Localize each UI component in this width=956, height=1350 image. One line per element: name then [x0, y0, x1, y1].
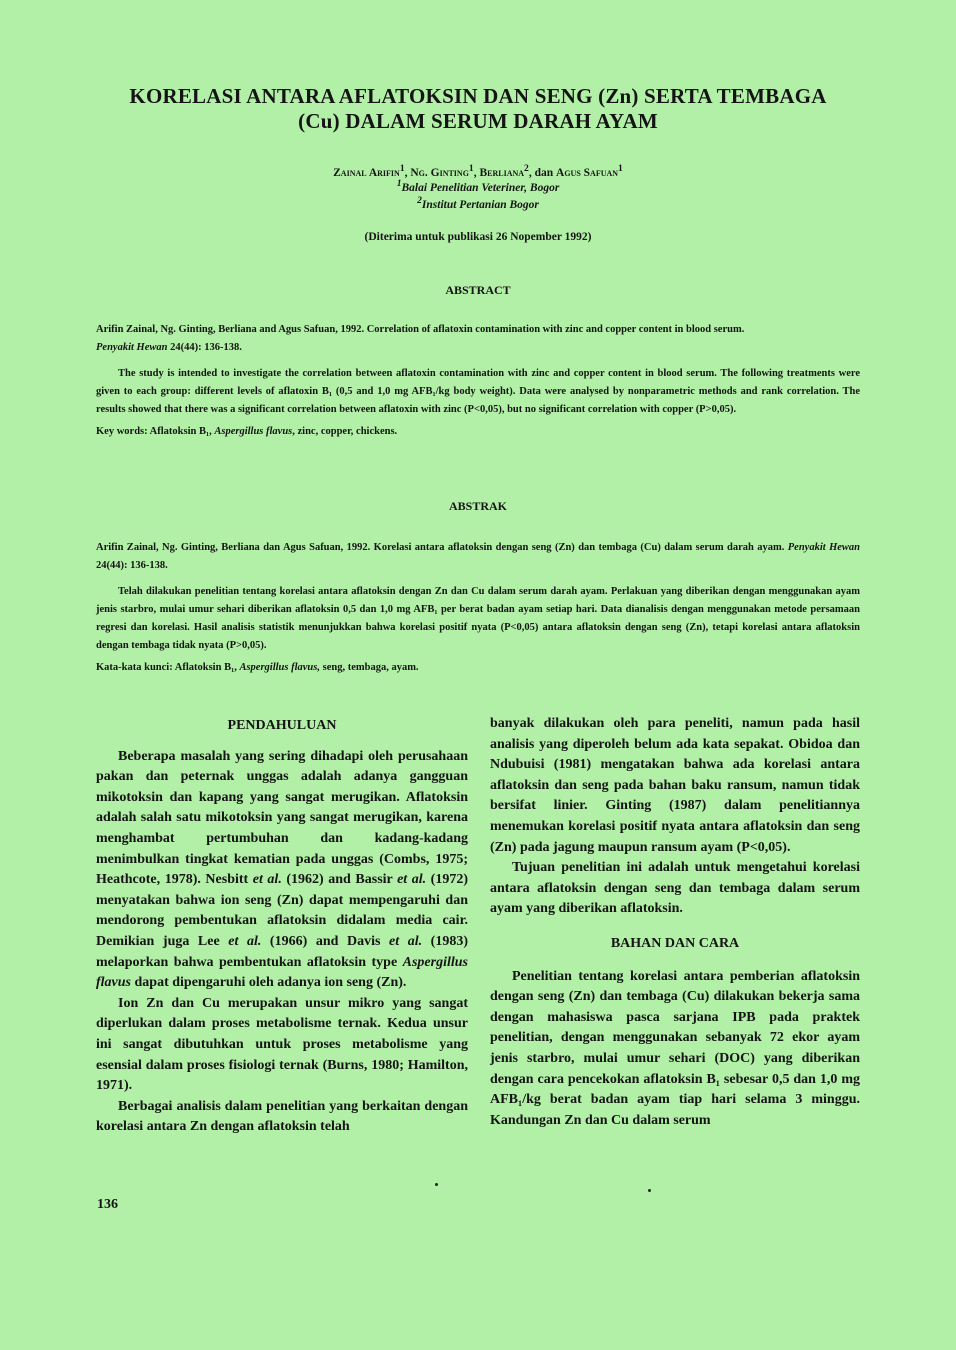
- paragraph: banyak dilakukan oleh para peneliti, namun pada hasil analisis yang diperoleh belum ada kata sepakat. Obidoa dan Ndubuisi (1981) mengatakan bahwa ada korelasi antara aflatoksin dan seng pada bahan baku ransum, namun tidak bersifat linier. Ginting (1987) dalam penelitiannya menemukan korelasi positif nyata antara aflatoksin dan seng (Zn) pada jagung maupun ransum ayam (P<0,05).: [490, 716, 860, 855]
- page-number: 136: [97, 1197, 118, 1212]
- author-sup: 2: [524, 163, 529, 174]
- text-run: (1983) melaporkan bahwa pembentukan aflatoksin type: [96, 933, 468, 970]
- paragraph: [96, 747, 468, 994]
- section-heading-bahan-dan-cara: BAHAN DAN CARA: [610, 935, 740, 951]
- paragraph: Penelitian tentang korelasi antara pemberian aflatoksin dengan seng (Zn) dan tembaga (Cu) dilakukan bekerja sama dengan mahasiswa pasca sarjana IPB pada praktek penelitian, dengan menggunakan sebanyak 72 ekor ayam jenis starbro, mulai umur sehari (DOC) yang diberikan dengan cara pencekokan aflatoksin B₁ sebesar 0,5 dan 1,0 mg AFB₁/kg berat badan ayam tiap hari selama 3 minggu. Kandungan Zn dan Cu dalam serum: [490, 968, 860, 1128]
- left-column: [96, 716, 468, 1138]
- abstract-keywords: [96, 423, 860, 441]
- title-line-2: (Cu) DALAM SERUM DARAH AYAM: [298, 109, 658, 133]
- author-name: Agus Safuan: [556, 166, 619, 179]
- keywords-text: Aflatoksin B₁,: [147, 426, 215, 437]
- abstract-block: [96, 321, 860, 441]
- speck: [648, 1189, 651, 1192]
- journal-name: Penyakit Hewan: [96, 342, 168, 353]
- journal-volume: 24(44): 136-138.: [96, 560, 168, 571]
- text-run: (1966) and Davis: [261, 933, 390, 949]
- abstrak-keywords: [96, 659, 860, 677]
- speck: [435, 1183, 438, 1186]
- paragraph: Ion Zn dan Cu merupakan unsur mikro yang sangat diperlukan dalam proses metabolisme ternak. Kedua unsur ini sangat dibutuhkan untuk proses metabolisme yang esensial dalam proses fisiologi ternak (Burns, 1980; Hamilton, 1971).: [96, 995, 468, 1094]
- abstract-heading: ABSTRACT: [445, 283, 511, 297]
- text-run: (1972) menyatakan bahwa ion seng (Zn) dapat mempengaruhi dan mendorong pembentukan aflatoksin didalam media cair. Demikian juga Lee: [96, 872, 469, 949]
- received-date: (Diterima untuk publikasi 26 Nopember 1992): [364, 231, 592, 243]
- author-list: Zainal Arifin$^1$, Ng. Ginting$^1$, Berliana$^2$, dan Agus Safuan$^1$: [333, 163, 623, 179]
- abstract-citation: [96, 321, 860, 357]
- abstrak-heading: ABSTRAK: [448, 499, 507, 513]
- citation-text: Arifin Zainal, Ng. Ginting, Berliana and Agus Safuan, 1992. Correlation of aflatoxin contamination with zinc and copper content in blood serum.: [96, 324, 745, 335]
- text-run: (1962) and Bassir: [281, 872, 398, 888]
- abstrak-body: Telah dilakukan penelitian tentang korelasi antara aflatoksin dengan Zn dan Cu dalam serum darah ayam. Perlakuan yang diberikan dengan menggunakan ayam jenis starbro, mulai umur sehari diberikan aflatoksin 0,5 dan 1,0 mg AFB₁ per berat badan ayam setiap hari. Data dianalisis dengan menggunakan metode persamaan regresi dan korelasi. Hasil analisis statistik menunjukkan bahwa korelasi positif nyata (P<0,05) antara aflatoksin dengan seng (Zn), tetapi korelasi antara aflatoksin dengan tembaga tidak nyata (P>0,05).: [96, 586, 860, 651]
- affiliation-sup: 1: [396, 178, 402, 189]
- et-al: et al.: [252, 872, 282, 888]
- affiliation-text: Institut Pertanian Bogor: [421, 198, 539, 211]
- author-sup: 1: [468, 163, 474, 174]
- et-al: et al.: [228, 933, 262, 949]
- author-name: Berliana: [479, 166, 525, 179]
- abstrak-citation: [96, 539, 860, 575]
- keywords-label: Key words:: [96, 426, 148, 437]
- species-name: Aspergillus flavus: [96, 954, 468, 991]
- keywords-rest: seng, tembaga, ayam.: [319, 662, 419, 673]
- keywords-italic: Aspergillus flavus: [214, 426, 293, 437]
- affiliation-text: Balai Penelitian Veteriner, Bogor: [401, 181, 560, 194]
- affiliation-2: [100, 195, 856, 211]
- et-al: et al.: [389, 933, 423, 949]
- text-run: dapat dipengaruhi oleh adanya ion seng (Zn).: [131, 975, 407, 991]
- abstrak-block: [96, 539, 860, 677]
- paper-title: [60, 84, 896, 134]
- author-sup: 1: [618, 163, 623, 174]
- journal-name: Penyakit Hewan: [787, 542, 860, 553]
- citation-text: Arifin Zainal, Ng. Ginting, Berliana dan Agus Safuan, 1992. Korelasi antara aflatoksin dengan seng (Zn) dan tembaga (Cu) dalam serum darah ayam.: [96, 542, 788, 553]
- paragraph: Berbagai analisis dalam penelitian yang berkaitan dengan korelasi antara Zn dengan aflatoksin telah: [96, 1098, 468, 1135]
- keywords-rest: , zinc, copper, chickens.: [292, 426, 398, 437]
- paragraph: Tujuan penelitian ini adalah untuk mengetahui korelasi antara aflatoksin dengan seng dan tembaga dalam serum ayam yang diberikan aflatoksin.: [490, 860, 860, 917]
- title-line-1: KORELASI ANTARA AFLATOKSIN DAN SENG (Zn) SERTA TEMBAGA: [129, 84, 827, 108]
- et-al: et al.: [397, 872, 427, 888]
- affiliation-sup: 2: [417, 195, 422, 206]
- keywords-text: Aflatoksin B₁,: [172, 662, 240, 673]
- text-run: Beberapa masalah yang sering dihadapi oleh perusahaan pakan dan peternak unggas adalah adanya gangguan mikotoksin dan kapang yang sangat merugikan. Aflatoksin adalah salah satu mikotoksin yang sangat merugikan, karena menghambat pertumbuhan dan kadang-kadang menimbulkan tingkat kematian pada unggas (Combs, 1975; Heathcote, 1978). Nesbitt: [96, 748, 468, 888]
- author-sup: 1: [399, 163, 405, 174]
- abstract-body: The study is intended to investigate the correlation between aflatoxin contamination with zinc and copper content in blood serum. The following treatments were given to each group: different levels of aflatoxin B₁ (0,5 and 1,0 mg AFB₁/kg body weight). Data were analysed by nonparametric methods and rank correlation. The results showed that there was a significant correlation between aflatoxin with zinc (P<0,05), but no significant correlation with copper (P>0,05).: [96, 368, 860, 415]
- affiliation-1: [100, 178, 856, 194]
- section-heading-pendahuluan: PENDAHULUAN: [227, 718, 337, 733]
- author-name: Ng. Ginting: [410, 166, 469, 179]
- right-column: [490, 714, 860, 1131]
- author-and: dan: [534, 166, 554, 179]
- keywords-italic: Aspergillus flavus,: [239, 662, 320, 673]
- keywords-label: Kata-kata kunci:: [96, 662, 173, 673]
- journal-volume: 24(44): 136-138.: [167, 342, 242, 353]
- author-name: Zainal Arifin: [333, 166, 400, 179]
